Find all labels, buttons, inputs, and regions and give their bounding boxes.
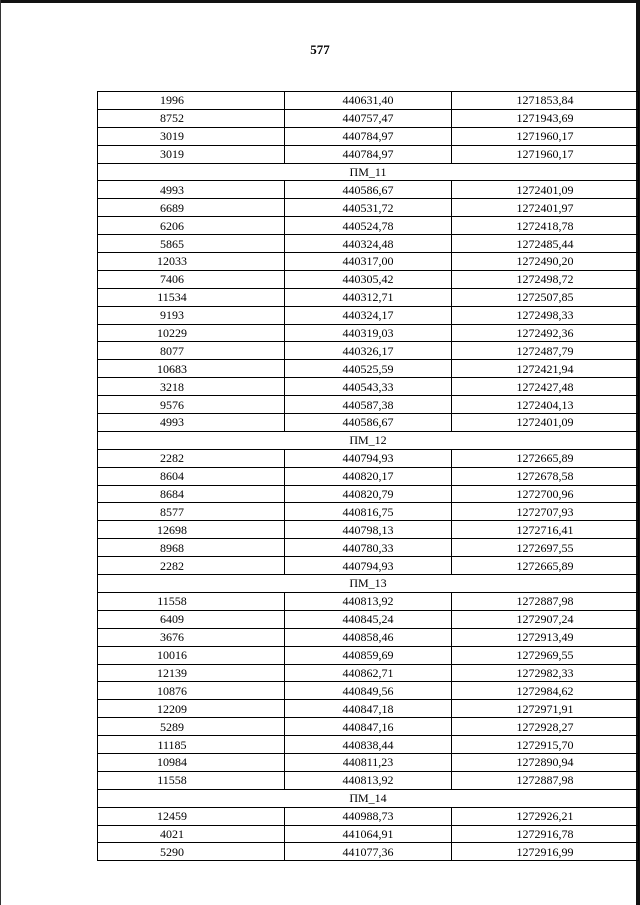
point-number-cell: 11558 [98, 592, 285, 610]
x-coordinate-cell: 440780,33 [285, 539, 452, 557]
y-coordinate-cell: 1272971,91 [452, 700, 639, 718]
y-coordinate-cell: 1272401,09 [452, 181, 639, 199]
y-coordinate-cell: 1272890,94 [452, 753, 639, 771]
y-coordinate-cell: 1272492,36 [452, 324, 639, 342]
table-row [98, 557, 639, 575]
point-number-cell: 11558 [98, 771, 285, 789]
y-coordinate-cell: 1272401,97 [452, 199, 639, 217]
x-coordinate-cell: 440798,13 [285, 521, 452, 539]
point-number-cell: 11534 [98, 288, 285, 306]
point-number-cell: 2282 [98, 557, 285, 575]
x-coordinate-cell: 440586,67 [285, 181, 452, 199]
x-coordinate-cell: 440543,33 [285, 378, 452, 396]
x-coordinate-cell: 440859,69 [285, 646, 452, 664]
x-coordinate-cell: 440862,71 [285, 664, 452, 682]
table-row [98, 109, 639, 127]
table-row [98, 771, 639, 789]
point-number-cell: 4021 [98, 825, 285, 843]
y-coordinate-cell: 1272487,79 [452, 342, 639, 360]
point-number-cell: 12033 [98, 253, 285, 271]
point-number-cell: 6409 [98, 610, 285, 628]
x-coordinate-cell: 440524,78 [285, 217, 452, 235]
y-coordinate-cell: 1272887,98 [452, 592, 639, 610]
x-coordinate-cell: 440757,47 [285, 109, 452, 127]
y-coordinate-cell: 1272507,85 [452, 288, 639, 306]
point-number-cell: 8604 [98, 467, 285, 485]
point-number-cell: 8752 [98, 109, 285, 127]
x-coordinate-cell: 440845,24 [285, 610, 452, 628]
x-coordinate-cell: 440816,75 [285, 503, 452, 521]
section-header-row [98, 789, 639, 807]
y-coordinate-cell: 1271960,17 [452, 145, 639, 163]
table-row [98, 736, 639, 754]
point-number-cell: 5290 [98, 843, 285, 861]
section-title: ПМ_14 [98, 789, 639, 807]
x-coordinate-cell: 440849,56 [285, 682, 452, 700]
section-header-row [98, 163, 639, 181]
x-coordinate-cell: 440326,17 [285, 342, 452, 360]
table-row [98, 449, 639, 467]
point-number-cell: 5865 [98, 235, 285, 253]
y-coordinate-cell: 1272665,89 [452, 557, 639, 575]
scan-edge-left [0, 0, 1, 905]
point-number-cell: 12459 [98, 807, 285, 825]
point-number-cell: 7406 [98, 270, 285, 288]
section-header-row [98, 575, 639, 593]
page-number: 577 [310, 42, 330, 57]
y-coordinate-cell: 1272907,24 [452, 610, 639, 628]
x-coordinate-cell: 440820,17 [285, 467, 452, 485]
table-row [98, 592, 639, 610]
x-coordinate-cell: 440847,16 [285, 718, 452, 736]
table-row [98, 306, 639, 324]
point-number-cell: 10876 [98, 682, 285, 700]
table-row [98, 718, 639, 736]
table-row [98, 753, 639, 771]
point-number-cell: 8077 [98, 342, 285, 360]
point-number-cell: 10683 [98, 360, 285, 378]
table-row [98, 378, 639, 396]
table-row [98, 646, 639, 664]
coordinates-table-body [98, 92, 639, 861]
table-row [98, 288, 639, 306]
point-number-cell: 10016 [98, 646, 285, 664]
coordinates-table [97, 91, 639, 861]
point-number-cell: 6206 [98, 217, 285, 235]
x-coordinate-cell: 441064,91 [285, 825, 452, 843]
x-coordinate-cell: 440312,71 [285, 288, 452, 306]
x-coordinate-cell: 440317,00 [285, 253, 452, 271]
x-coordinate-cell: 440305,42 [285, 270, 452, 288]
table-row [98, 181, 639, 199]
table-row [98, 628, 639, 646]
x-coordinate-cell: 440784,97 [285, 127, 452, 145]
point-number-cell: 11185 [98, 736, 285, 754]
table-row [98, 807, 639, 825]
table-row [98, 825, 639, 843]
x-coordinate-cell: 440631,40 [285, 92, 452, 110]
section-title: ПМ_13 [98, 575, 639, 593]
point-number-cell: 9576 [98, 396, 285, 414]
y-coordinate-cell: 1272697,55 [452, 539, 639, 557]
x-coordinate-cell: 440794,93 [285, 557, 452, 575]
y-coordinate-cell: 1272421,94 [452, 360, 639, 378]
y-coordinate-cell: 1272926,21 [452, 807, 639, 825]
x-coordinate-cell: 440820,79 [285, 485, 452, 503]
table-row [98, 664, 639, 682]
table-row [98, 342, 639, 360]
y-coordinate-cell: 1272716,41 [452, 521, 639, 539]
y-coordinate-cell: 1272915,70 [452, 736, 639, 754]
y-coordinate-cell: 1272485,44 [452, 235, 639, 253]
table-row [98, 414, 639, 432]
section-title: ПМ_11 [98, 163, 639, 181]
x-coordinate-cell: 440525,59 [285, 360, 452, 378]
x-coordinate-cell: 440587,38 [285, 396, 452, 414]
scan-edge-top [0, 0, 640, 3]
x-coordinate-cell: 440784,97 [285, 145, 452, 163]
y-coordinate-cell: 1271943,69 [452, 109, 639, 127]
table-row [98, 199, 639, 217]
y-coordinate-cell: 1272700,96 [452, 485, 639, 503]
x-coordinate-cell: 440838,44 [285, 736, 452, 754]
table-row [98, 467, 639, 485]
y-coordinate-cell: 1271853,84 [452, 92, 639, 110]
section-title: ПМ_12 [98, 431, 639, 449]
y-coordinate-cell: 1272678,58 [452, 467, 639, 485]
y-coordinate-cell: 1272427,48 [452, 378, 639, 396]
table-row [98, 324, 639, 342]
table-row [98, 145, 639, 163]
y-coordinate-cell: 1272984,62 [452, 682, 639, 700]
y-coordinate-cell: 1272913,49 [452, 628, 639, 646]
point-number-cell: 9193 [98, 306, 285, 324]
table-row [98, 253, 639, 271]
y-coordinate-cell: 1272928,27 [452, 718, 639, 736]
point-number-cell: 1996 [98, 92, 285, 110]
x-coordinate-cell: 440813,92 [285, 592, 452, 610]
table-row [98, 700, 639, 718]
table-row [98, 521, 639, 539]
point-number-cell: 10984 [98, 753, 285, 771]
x-coordinate-cell: 440531,72 [285, 199, 452, 217]
x-coordinate-cell: 440794,93 [285, 449, 452, 467]
y-coordinate-cell: 1272404,13 [452, 396, 639, 414]
point-number-cell: 3019 [98, 145, 285, 163]
y-coordinate-cell: 1272916,78 [452, 825, 639, 843]
point-number-cell: 8577 [98, 503, 285, 521]
point-number-cell: 4993 [98, 181, 285, 199]
point-number-cell: 4993 [98, 414, 285, 432]
y-coordinate-cell: 1272969,55 [452, 646, 639, 664]
y-coordinate-cell: 1272982,33 [452, 664, 639, 682]
point-number-cell: 8684 [98, 485, 285, 503]
x-coordinate-cell: 440858,46 [285, 628, 452, 646]
x-coordinate-cell: 440324,48 [285, 235, 452, 253]
x-coordinate-cell: 440813,92 [285, 771, 452, 789]
point-number-cell: 2282 [98, 449, 285, 467]
x-coordinate-cell: 440811,23 [285, 753, 452, 771]
x-coordinate-cell: 440988,73 [285, 807, 452, 825]
y-coordinate-cell: 1272498,33 [452, 306, 639, 324]
table-row [98, 682, 639, 700]
point-number-cell: 3019 [98, 127, 285, 145]
y-coordinate-cell: 1271960,17 [452, 127, 639, 145]
point-number-cell: 12698 [98, 521, 285, 539]
y-coordinate-cell: 1272916,99 [452, 843, 639, 861]
point-number-cell: 6689 [98, 199, 285, 217]
table-row [98, 396, 639, 414]
point-number-cell: 3676 [98, 628, 285, 646]
table-row [98, 235, 639, 253]
table-row [98, 127, 639, 145]
table-row [98, 92, 639, 110]
x-coordinate-cell: 440586,67 [285, 414, 452, 432]
table-row [98, 843, 639, 861]
table-row [98, 270, 639, 288]
y-coordinate-cell: 1272498,72 [452, 270, 639, 288]
table-row [98, 610, 639, 628]
y-coordinate-cell: 1272401,09 [452, 414, 639, 432]
point-number-cell: 10229 [98, 324, 285, 342]
table-row [98, 360, 639, 378]
x-coordinate-cell: 440847,18 [285, 700, 452, 718]
y-coordinate-cell: 1272707,93 [452, 503, 639, 521]
x-coordinate-cell: 441077,36 [285, 843, 452, 861]
point-number-cell: 12209 [98, 700, 285, 718]
table-row [98, 485, 639, 503]
y-coordinate-cell: 1272418,78 [452, 217, 639, 235]
point-number-cell: 12139 [98, 664, 285, 682]
table-row [98, 539, 639, 557]
y-coordinate-cell: 1272665,89 [452, 449, 639, 467]
point-number-cell: 5289 [98, 718, 285, 736]
table-row [98, 503, 639, 521]
point-number-cell: 8968 [98, 539, 285, 557]
table-row [98, 217, 639, 235]
section-header-row [98, 431, 639, 449]
point-number-cell: 3218 [98, 378, 285, 396]
x-coordinate-cell: 440324,17 [285, 306, 452, 324]
x-coordinate-cell: 440319,03 [285, 324, 452, 342]
y-coordinate-cell: 1272490,20 [452, 253, 639, 271]
y-coordinate-cell: 1272887,98 [452, 771, 639, 789]
